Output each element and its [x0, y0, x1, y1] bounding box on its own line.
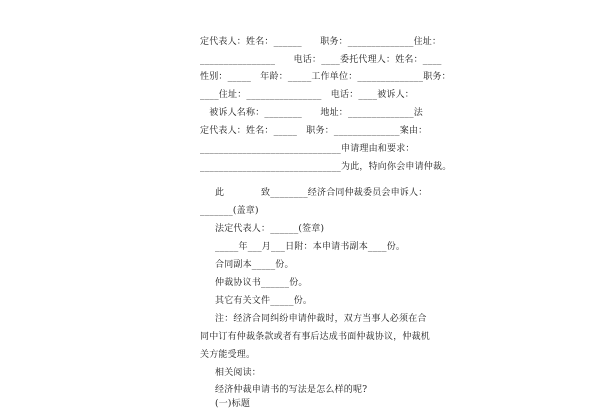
text-line-note-end: 关方能受理。	[200, 350, 256, 360]
text-line-heading-title: (一)标题	[215, 399, 251, 409]
text-line-respondent-rep: 定代表人：姓名：_____ 职务：______________案由：	[200, 126, 428, 136]
text-line-legal-rep: 定代表人：姓名：______ 职务：______________住址：	[200, 37, 442, 47]
text-line-address-respondent: ____住址：________________ 电话：____被诉人：	[200, 90, 415, 100]
text-line-other-files: 其它有关文件_____份。	[215, 296, 313, 306]
text-line-contract-copy: 合同副本_____份。	[215, 260, 294, 270]
text-line-request: ______________________________为此，特向你会申请仲裁。	[200, 162, 452, 172]
text-line-question: 经济仲裁申请书的写法是怎么样的呢?	[215, 385, 368, 395]
text-line-gender-age: 性别：_____ 年龄：_____工作单位：______________职务：	[200, 72, 451, 82]
text-line-addressee: 此 致________经济合同仲裁委员会申诉人：	[215, 188, 428, 198]
text-line-note-cont: 同中订有仲裁条款或者有事后达成书面仲裁协议，仲裁机	[200, 332, 431, 342]
text-line-date-attachments: _____年___月___日附：本申请书副本____份。	[215, 242, 406, 252]
text-line-related-reading: 相关阅读：	[215, 368, 262, 378]
text-line-note: 注：经济合同纠纷申请仲裁时，双方当事人必须在合	[215, 314, 427, 324]
text-line-reasons: ______________________________申请理由和要求：	[200, 144, 415, 154]
text-line-respondent-name: 被诉人名称：________ 地址：______________法	[200, 108, 424, 118]
text-line-arbitration-agreement: 仲裁协议书______份。	[215, 278, 308, 288]
text-line-phone-agent: ________________ 电话：____委托代理人：姓名：____	[200, 55, 442, 65]
text-line-signature: 法定代表人：______(签章)	[215, 224, 325, 234]
text-line-seal: _______(盖章)	[200, 206, 259, 216]
